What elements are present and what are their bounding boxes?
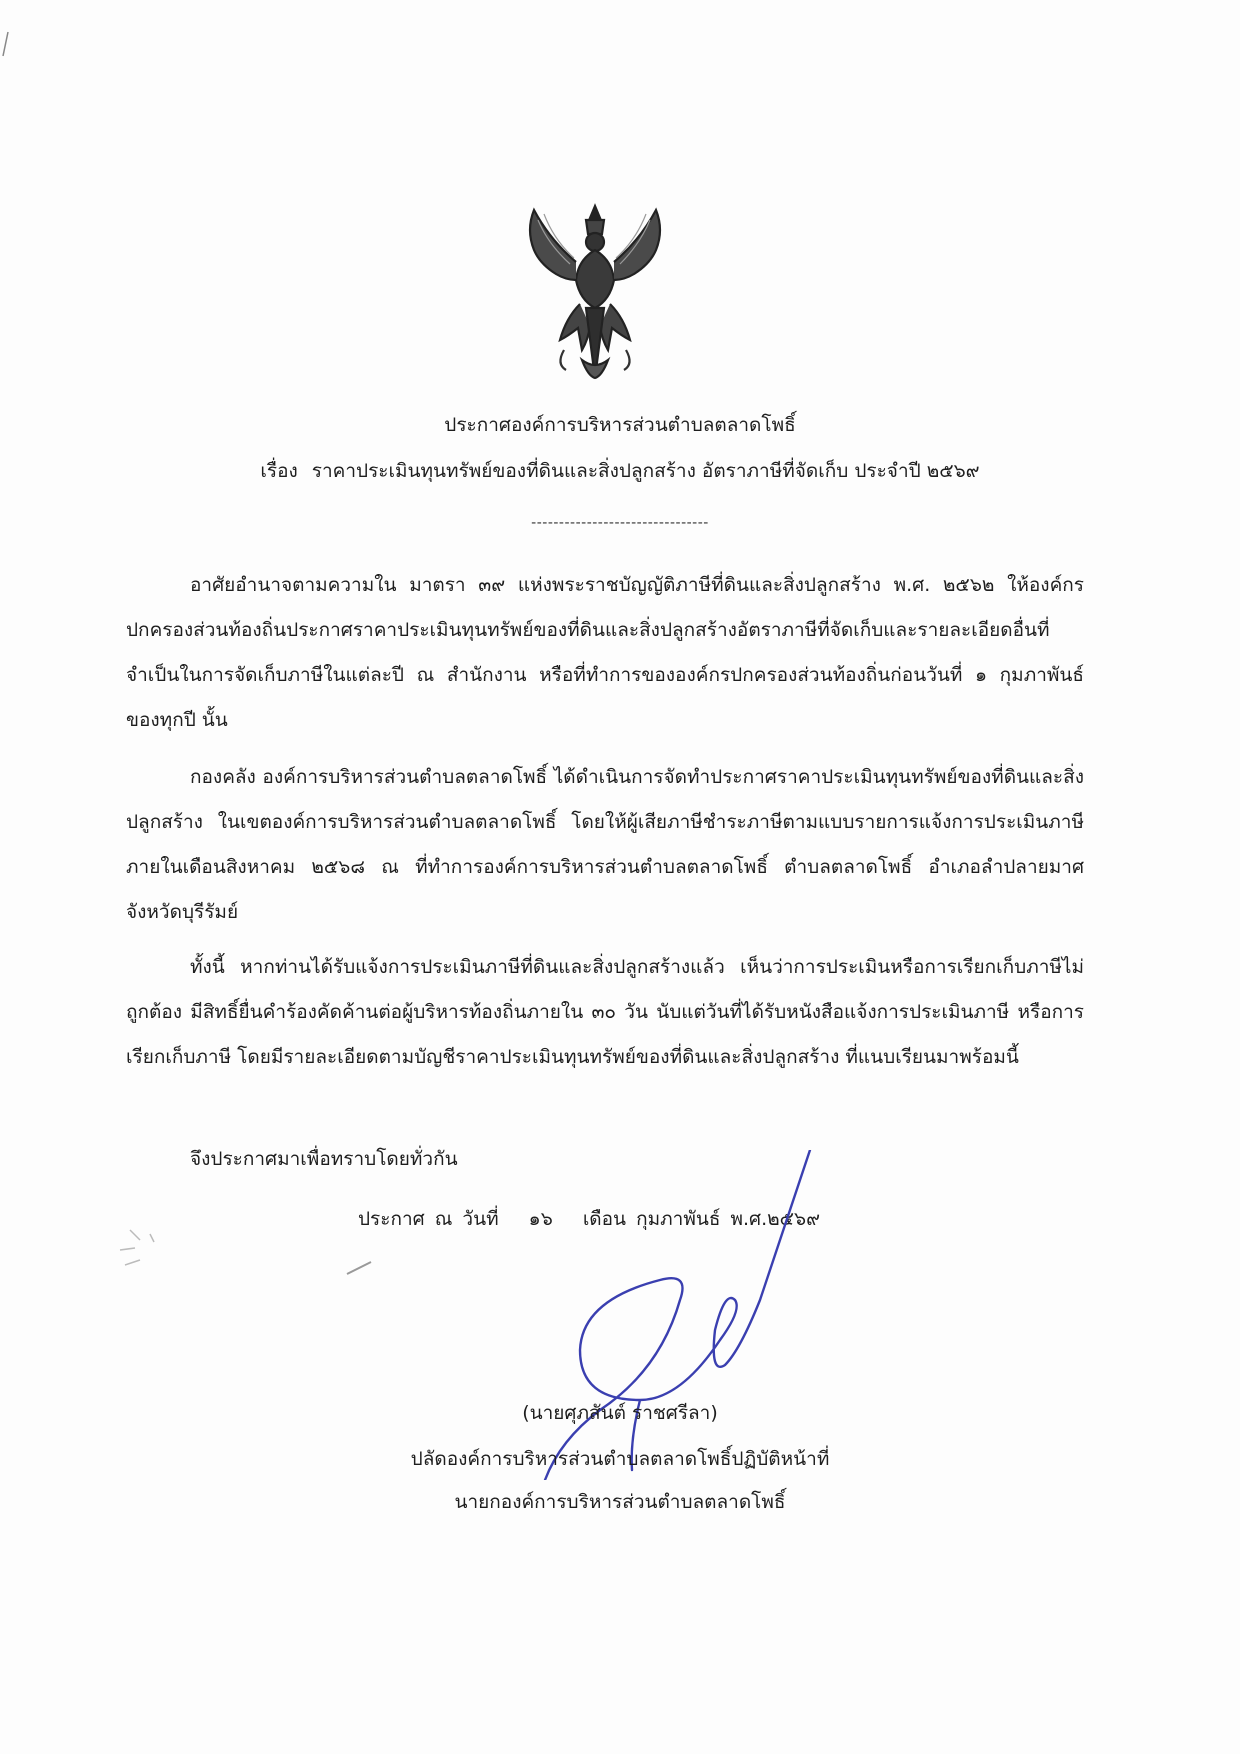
- scan-smudge: [110, 1220, 200, 1280]
- date-year: ๒๕๖๙: [767, 1208, 821, 1230]
- date-month-label: เดือน: [582, 1208, 627, 1230]
- body-paragraph-1: อาศัยอำนาจตามความใน มาตรา ๓๙ แห่งพระราชบัญญัติภาษีที่ดินและสิ่งปลูกสร้าง พ.ศ. ๒๕๖๒ ให้องค์กรปกครองส่วนท้องถิ่นประกาศราคาประเมินทุนทรัพย์ของที่ดินและสิ่งปลูกสร้างอัตราภาษีที่จัดเก็บและรายละเอียดอื่นที่จำเป็นในการจัดเก็บภาษีในแต่ละปี ณ สำนักงาน หรือที่ทำการขององค์กรปกครองส่วนท้องถิ่นก่อนวันที่ ๑ กุมภาพันธ์ ของทุกปี นั้น: [126, 574, 1084, 731]
- scan-mark: [345, 1258, 375, 1278]
- announcement-title: ประกาศองค์การบริหารส่วนตำบลตลาดโพธิ์: [444, 414, 796, 436]
- scan-edge-mark: [0, 30, 12, 60]
- signatory-name: (นายศุภสันต์ ราชศรีลา): [522, 1402, 718, 1424]
- garuda-emblem-icon: [520, 200, 670, 385]
- body-paragraph-3: ทั้งนี้ หากท่านได้รับแจ้งการประเมินภาษีที่ดินและสิ่งปลูกสร้างแล้ว เห็นว่าการประเมินหรือการเรียกเก็บภาษีไม่ถูกต้อง มีสิทธิ์ยื่นคำร้องคัดค้านต่อผู้บริหารท้องถิ่นภายใน ๓๐ วัน นับแต่วันที่ได้รับหนังสือแจ้งการประเมินภาษี หรือการเรียกเก็บภาษี โดยมีรายละเอียดตามบัญชีราคาประเมินทุนทรัพย์ของที่ดินและสิ่งปลูกสร้าง ที่แนบเรียนมาพร้อมนี้: [126, 956, 1084, 1068]
- closing-statement: จึงประกาศมาเพื่อทราบโดยทั่วกัน: [190, 1148, 458, 1170]
- signatory-position-1: ปลัดองค์การบริหารส่วนตำบลตลาดโพธิ์ปฏิบัติหน้าที่: [410, 1448, 830, 1470]
- signatory-position-2: นายกองค์การบริหารส่วนตำบลตลาดโพธิ์: [454, 1491, 786, 1513]
- date-prefix: ประกาศ ณ วันที่: [358, 1208, 499, 1230]
- handwritten-signature: [520, 1150, 820, 1480]
- subject-label: เรื่อง: [260, 460, 298, 482]
- date-month: กุมภาพันธ์: [636, 1208, 721, 1230]
- body-paragraph-2: กองคลัง องค์การบริหารส่วนตำบลตลาดโพธิ์ ได้ดำเนินการจัดทำประกาศราคาประเมินทุนทรัพย์ของที่ดินและสิ่งปลูกสร้าง ในเขตองค์การบริหารส่วนตำบลตลาดโพธิ์ โดยให้ผู้เสียภาษีชำระภาษีตามแบบรายการแจ้งการประเมินภาษีภายในเดือนสิงหาคม ๒๕๖๘ ณ ที่ทำการองค์การบริหารส่วนตำบลตลาดโพธิ์ ตำบลตลาดโพธิ์ อำเภอลำปลายมาศ จังหวัดบุรีรัมย์: [126, 766, 1084, 923]
- title-separator: --------------------------------: [531, 515, 709, 531]
- subject-text: ราคาประเมินทุนทรัพย์ของที่ดินและสิ่งปลูกสร้าง อัตราภาษีที่จัดเก็บ ประจำปี ๒๕๖๙: [311, 460, 980, 482]
- date-year-label: พ.ศ.: [730, 1208, 768, 1230]
- announcement-subject: [0, 456, 1240, 486]
- date-day: ๑๖: [528, 1208, 553, 1230]
